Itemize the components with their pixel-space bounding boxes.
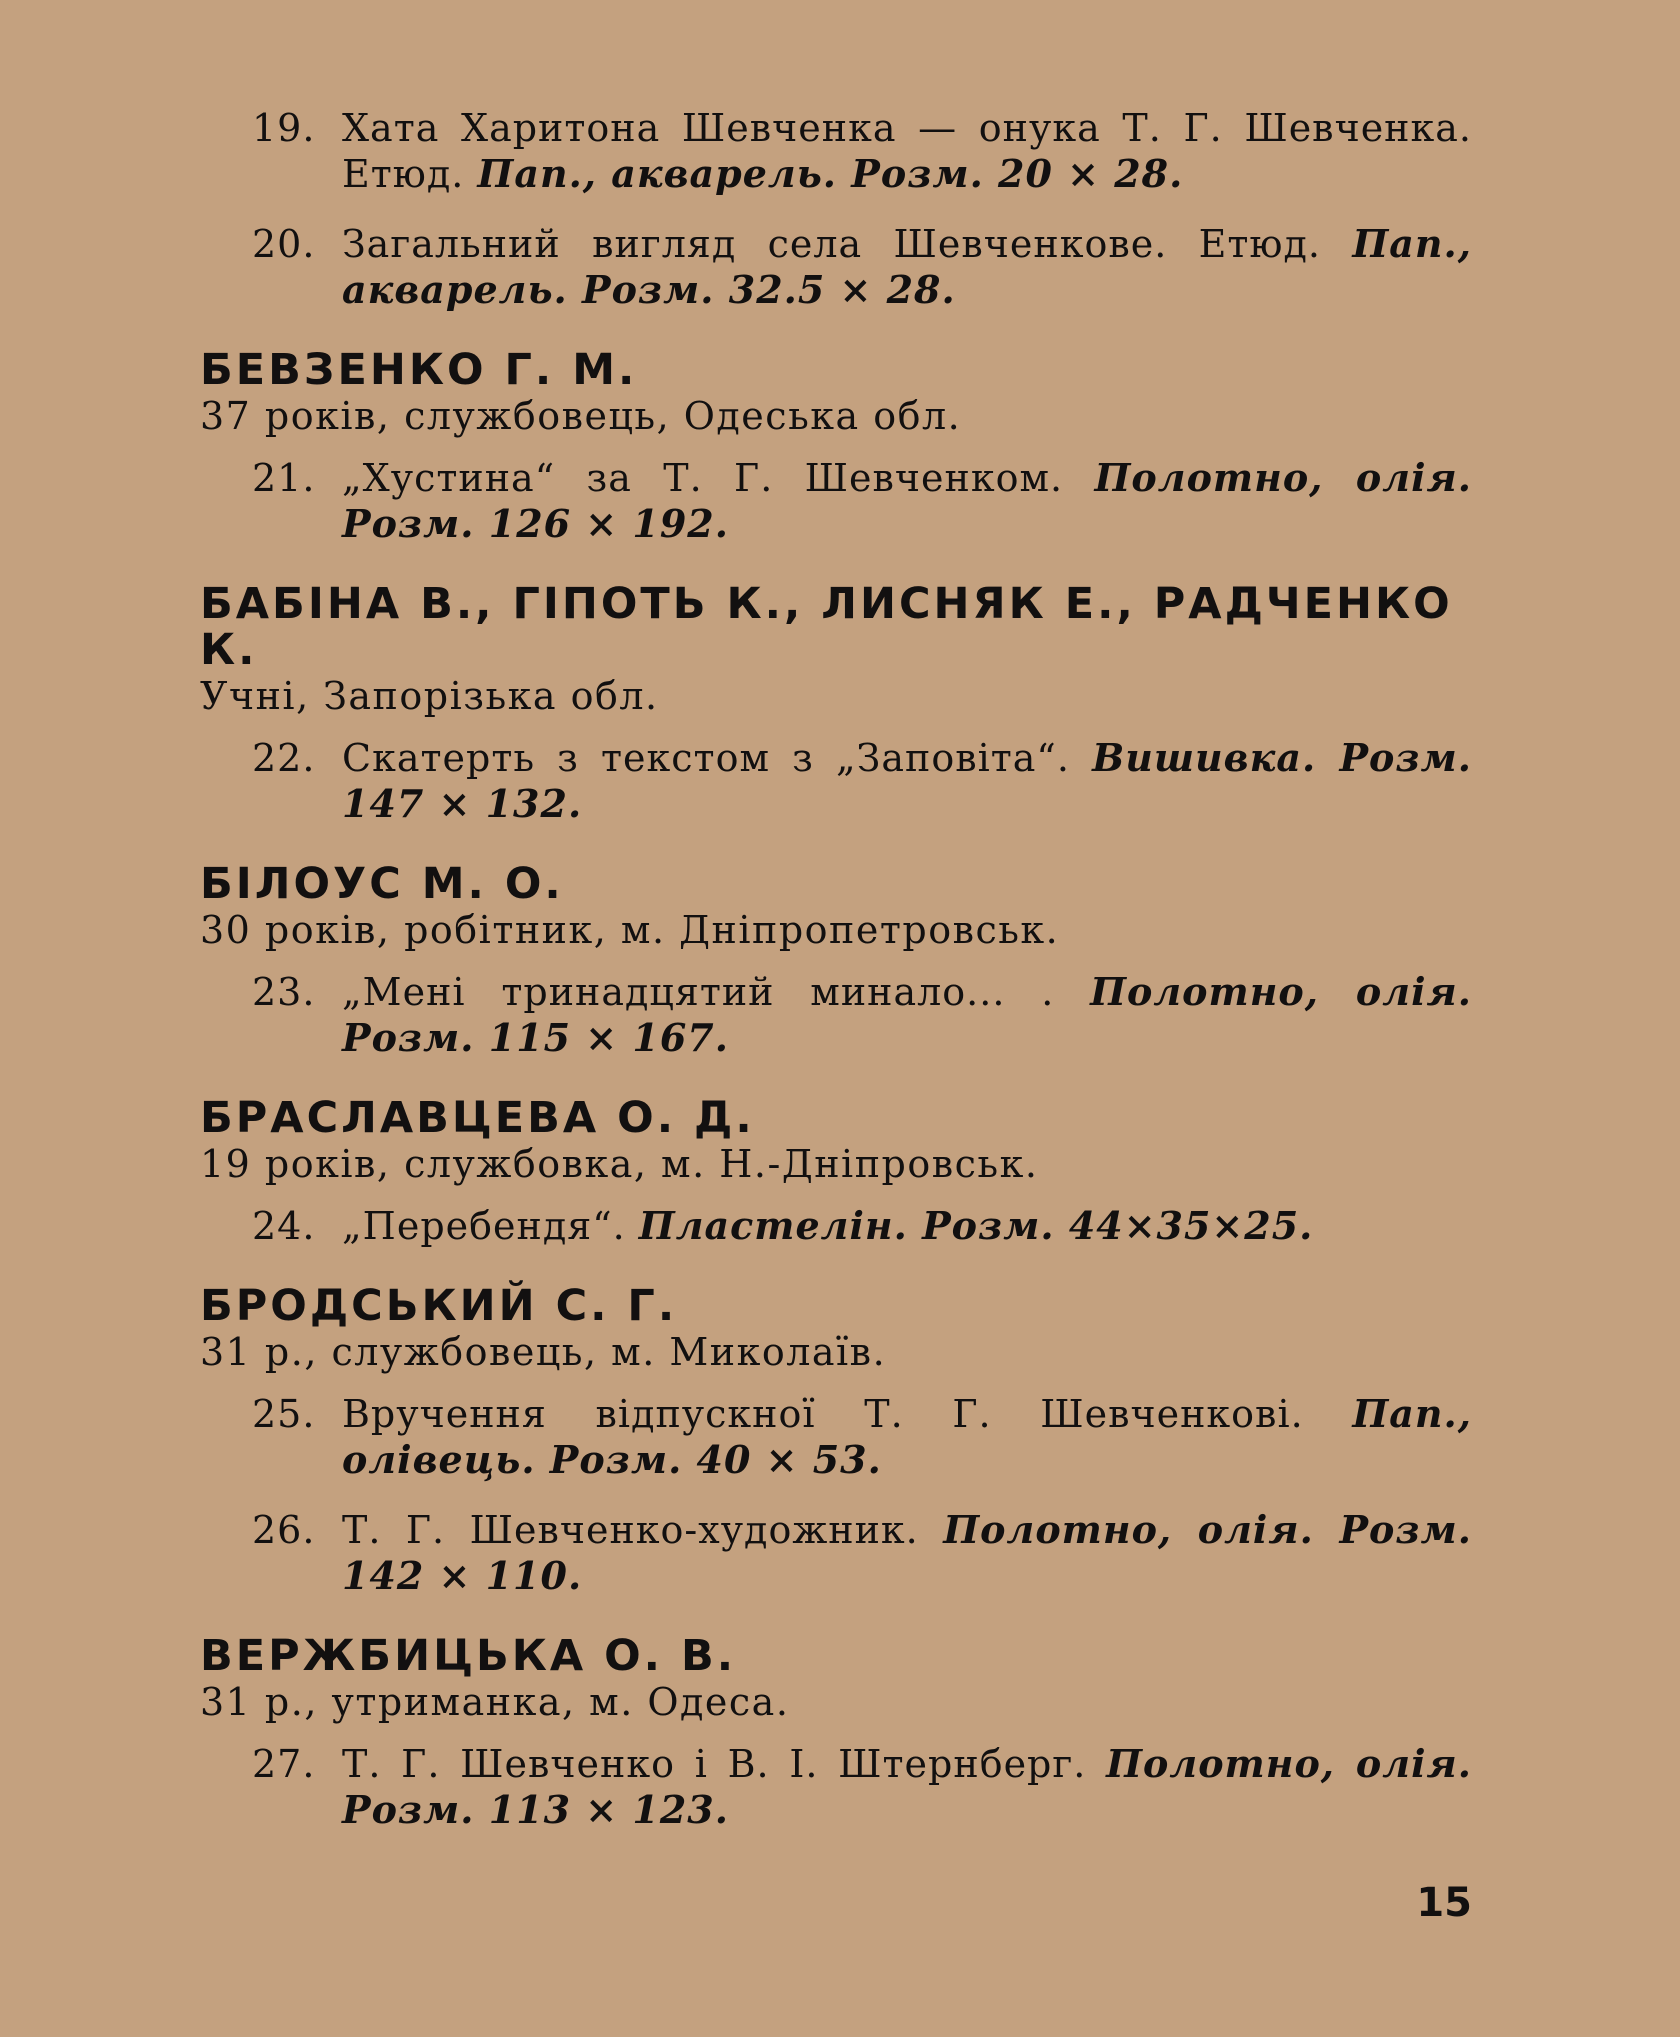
author-block bbox=[200, 861, 1472, 1061]
catalog-entry bbox=[252, 735, 1472, 827]
catalog-entry bbox=[252, 455, 1472, 547]
entry-title: Т. Г. Шевченко-художник. bbox=[342, 1508, 919, 1552]
entry-medium: Полотно, олія. Розм. 126 × 192. bbox=[342, 455, 1472, 546]
catalog-entry bbox=[252, 1741, 1472, 1833]
entry-number: 27. bbox=[252, 1742, 316, 1786]
entry-body bbox=[342, 969, 1472, 1061]
author-info: Учні, Запорізька обл. bbox=[200, 674, 659, 718]
author-info: 31 р., утриманка, м. Одеса. bbox=[200, 1680, 790, 1724]
entry-number: 25. bbox=[252, 1392, 316, 1436]
entry-title: Вручення відпускної Т. Г. Шевченкові. bbox=[342, 1392, 1304, 1436]
author-name: ВЕРЖБИЦЬКА О. В. bbox=[200, 1631, 737, 1681]
author-list bbox=[200, 347, 1472, 1833]
entry-title: „Хустина“ за Т. Г. Шевченком. bbox=[342, 456, 1064, 500]
entry-body bbox=[342, 735, 1472, 827]
entry-medium: Полотно, олія. Розм. 142 × 110. bbox=[342, 1507, 1472, 1598]
catalog-entry bbox=[252, 1507, 1472, 1599]
entry-number: 23. bbox=[252, 970, 316, 1014]
entry-number: 21. bbox=[252, 456, 316, 500]
author-name: БРОДСЬКИЙ С. Г. bbox=[200, 1281, 678, 1331]
author-entries bbox=[200, 1741, 1472, 1833]
entry-number: 20. bbox=[252, 222, 316, 266]
author-block bbox=[200, 347, 1472, 547]
entry-medium: Пап., акварель. Розм. 20 × 28. bbox=[477, 151, 1184, 196]
entry-number: 22. bbox=[252, 736, 316, 780]
author-name: БАБІНА В., ГІПОТЬ К., ЛИСНЯК Е., РАДЧЕНКО К. bbox=[200, 579, 1453, 675]
author-entries bbox=[200, 1203, 1472, 1249]
entry-number: 24. bbox=[252, 1204, 316, 1248]
author-name: БРАСЛАВЦЕВА О. Д. bbox=[200, 1093, 755, 1143]
author-block bbox=[200, 1095, 1472, 1249]
entry-medium: Полотно, олія. Розм. 113 × 123. bbox=[342, 1741, 1472, 1832]
author-info: 31 р., службовець, м. Миколаїв. bbox=[200, 1330, 887, 1374]
entry-medium: Вишивка. Розм. 147 × 132. bbox=[342, 735, 1472, 826]
catalog-entry bbox=[252, 969, 1472, 1061]
entry-number: 26. bbox=[252, 1508, 316, 1552]
catalog-entry bbox=[252, 1391, 1472, 1483]
entry-body bbox=[342, 455, 1472, 547]
author-entries bbox=[200, 455, 1472, 547]
entry-body bbox=[342, 1203, 1472, 1249]
author-entries bbox=[200, 735, 1472, 827]
author-info: 19 років, службовка, м. Н.-Дніпровськ. bbox=[200, 1142, 1039, 1186]
author-info: 37 років, службовець, Одеська обл. bbox=[200, 394, 962, 438]
author-name: БІЛОУС М. О. bbox=[200, 859, 564, 909]
author-entries bbox=[200, 969, 1472, 1061]
entry-number: 19. bbox=[252, 106, 316, 150]
entry-body bbox=[342, 1391, 1472, 1483]
author-entries bbox=[200, 1391, 1472, 1599]
entry-medium: Пап., олівець. Розм. 40 × 53. bbox=[342, 1391, 1472, 1482]
catalog-entry bbox=[252, 105, 1472, 197]
entry-medium: Пап., акварель. Розм. 32.5 × 28. bbox=[342, 221, 1472, 312]
entry-medium: Полотно, олія. Розм. 115 × 167. bbox=[342, 969, 1472, 1060]
entry-title: „Перебендя“. bbox=[342, 1204, 626, 1248]
entry-body bbox=[342, 1741, 1472, 1833]
catalog-content bbox=[200, 105, 1472, 1833]
author-block bbox=[200, 1633, 1472, 1833]
entry-title: Т. Г. Шевченко і В. І. Штернберг. bbox=[342, 1742, 1087, 1786]
entry-body bbox=[342, 105, 1472, 197]
entry-title: „Мені тринадцятий минало... . bbox=[342, 970, 1055, 1014]
leading-entries bbox=[200, 105, 1472, 313]
page-number: 15 bbox=[1416, 1880, 1472, 1926]
author-info: 30 років, робітник, м. Дніпропетровськ. bbox=[200, 908, 1060, 952]
author-name: БЕВЗЕНКО Г. М. bbox=[200, 345, 638, 395]
entry-medium: Пластелін. Розм. 44×35×25. bbox=[638, 1203, 1314, 1248]
author-block bbox=[200, 581, 1472, 827]
entry-title: Хата Харитона Шевченка — онука Т. Г. Шевченка. Етюд. bbox=[342, 106, 1472, 196]
author-block bbox=[200, 1283, 1472, 1599]
catalog-entry bbox=[252, 1203, 1472, 1249]
entry-title: Загальний вигляд села Шевченкове. Етюд. bbox=[342, 222, 1321, 266]
catalog-entry bbox=[252, 221, 1472, 313]
entry-title: Скатерть з текстом з „Заповіта“. bbox=[342, 736, 1070, 780]
entry-body bbox=[342, 1507, 1472, 1599]
entry-body bbox=[342, 221, 1472, 313]
